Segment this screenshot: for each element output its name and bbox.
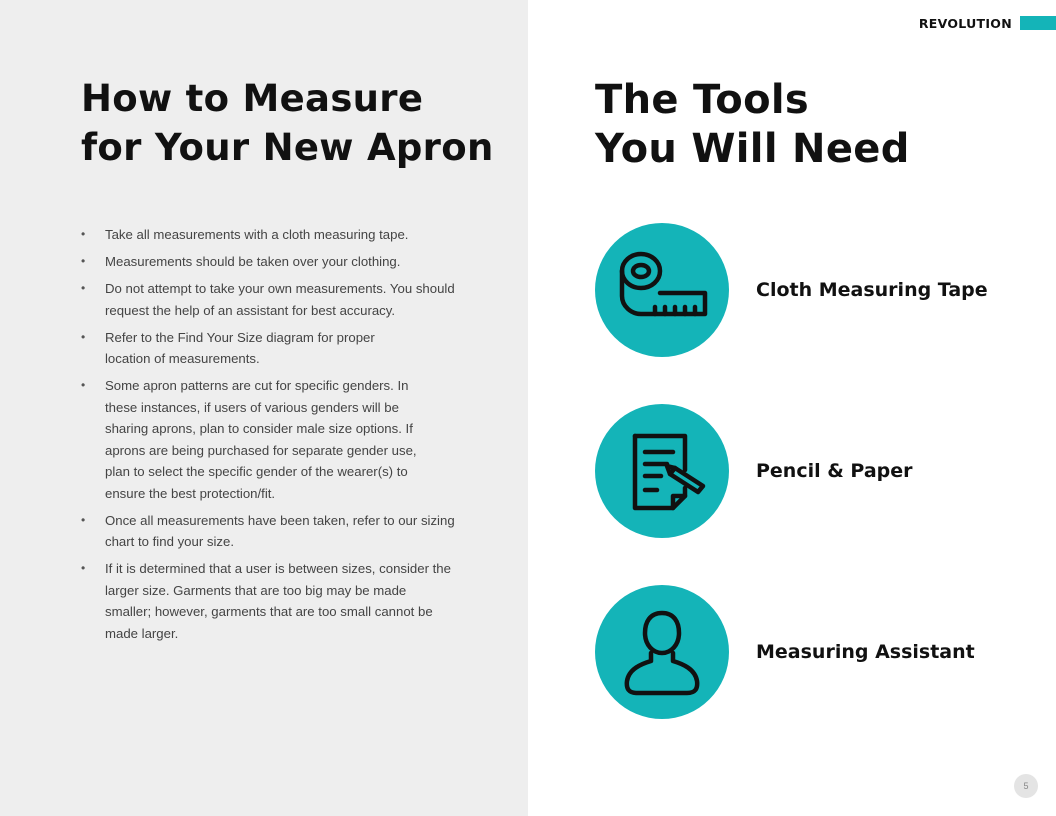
tool-measuring-assistant (595, 585, 1035, 719)
bullet-icon: • (81, 281, 86, 295)
list-item-text: Refer to the Find Your Size diagram for proper location of measurements. (105, 329, 375, 366)
bullet-icon: • (81, 512, 86, 527)
tools-heading-line2: You Will Need (595, 126, 910, 172)
brand-accent-bar (1020, 16, 1056, 30)
list-item (81, 278, 456, 321)
list-item (81, 224, 456, 246)
bullet-icon: • (81, 378, 86, 392)
right-panel (528, 0, 1056, 816)
brand-name: REVOLUTION (918, 15, 1012, 31)
list-item-text: Some apron patterns are cut for specific genders. In these instances, if users of various genders will be sharing aprons, plan to consider male size options. If aprons are being purchased for separate gender use, plan to select the specific gender of the wearer(s) to ensure the best protection/fit. (105, 378, 417, 501)
tool-icon-circle (595, 585, 729, 719)
tools-heading (595, 76, 910, 174)
tools-heading-line1: The Tools (595, 77, 809, 123)
tool-label: Pencil & Paper (756, 460, 913, 482)
list-item (81, 510, 456, 553)
measure-heading (81, 74, 494, 172)
list-item (81, 251, 456, 273)
list-item (81, 375, 456, 504)
tool-measuring-tape (595, 223, 1035, 357)
list-item-text: If it is determined that a user is between sizes, consider the larger size. Garments that are too big may be made smaller; however, garments that are too small cannot be made larger. (105, 561, 451, 641)
brand-header (919, 15, 1056, 31)
bullet-icon: • (81, 561, 86, 575)
list-item-text: Do not attempt to take your own measurements. You should request the help of an assistant for best accuracy. (105, 281, 455, 318)
list-item-text: Take all measurements with a cloth measuring tape. (105, 227, 409, 242)
tool-label: Measuring Assistant (756, 641, 975, 663)
measuring-tape-icon (595, 223, 729, 357)
list-item (81, 558, 456, 644)
measure-heading-line2: for Your New Apron (81, 126, 494, 169)
bullet-icon: • (81, 329, 86, 344)
list-item-text: Once all measurements have been taken, refer to our sizing chart to find your size. (105, 512, 455, 549)
bullet-icon: • (81, 254, 86, 268)
tool-icon-circle (595, 223, 729, 357)
person-icon (595, 585, 729, 719)
bullet-icon: • (81, 227, 86, 241)
tool-icon-circle (595, 404, 729, 538)
list-item (81, 327, 456, 370)
page-number: 5 (1014, 774, 1038, 798)
tool-pencil-paper (595, 404, 1035, 538)
instructions-list (81, 224, 456, 650)
measure-heading-line1: How to Measure (81, 77, 424, 120)
list-item-text: Measurements should be taken over your clothing. (105, 254, 401, 269)
tool-label: Cloth Measuring Tape (756, 279, 988, 301)
pencil-paper-icon (595, 404, 729, 538)
